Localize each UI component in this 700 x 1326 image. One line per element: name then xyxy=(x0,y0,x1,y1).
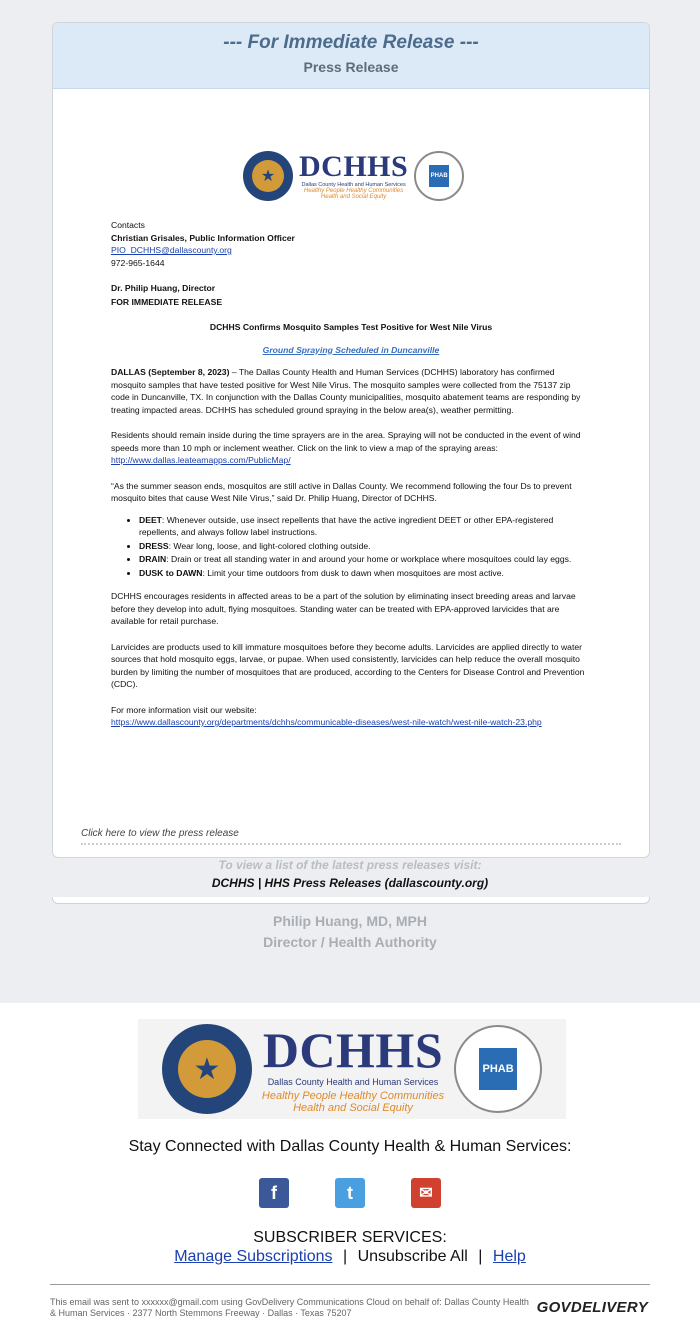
view-press-release-link[interactable]: Click here to view the press release xyxy=(81,828,239,839)
facebook-icon[interactable]: f xyxy=(259,1178,289,1208)
press-release-card xyxy=(52,22,650,858)
list-item: • DEET: Whenever outside, use insect repellents that have the active ingredient DEET or other EPA-registered repellents, and always follow label instructions. xyxy=(139,514,591,539)
release-headline: DCHHS Confirms Mosquito Samples Test Positive for West Nile Virus xyxy=(209,322,493,332)
twitter-icon[interactable]: t xyxy=(335,1178,365,1208)
immediate-release-title: --- For Immediate Release --- xyxy=(223,32,479,53)
social-links xyxy=(0,1178,700,1208)
logo-tagline-1: Healthy People Healthy Communities xyxy=(303,188,404,194)
email-icon[interactable]: ✉ xyxy=(411,1178,441,1208)
stay-connected-text: Stay Connected with Dallas County Health & Human Services: xyxy=(128,1138,572,1155)
dchhs-logo-small xyxy=(243,151,464,201)
paragraph-6: For more information visit our website: xyxy=(111,704,257,715)
unsubscribe-all-link[interactable]: Unsubscribe All xyxy=(357,1248,468,1265)
contact-name: Christian Grisales, Public Information Officer xyxy=(111,232,295,243)
latest-releases xyxy=(52,858,648,890)
director-name: Dr. Philip Huang, Director xyxy=(111,283,216,293)
dotted-divider xyxy=(81,843,621,845)
logo-wordmark-large: DCHHS xyxy=(262,1021,444,1078)
logo-wordmark: DCHHS xyxy=(299,150,409,183)
list-item: • DUSK to DAWN: Limit your time outdoors from dusk to dawn when mosquitoes are most active. xyxy=(139,567,591,580)
press-release-subtitle: Press Release xyxy=(303,59,399,75)
dateline: DALLAS (September 8, 2023) xyxy=(111,367,230,377)
govdelivery-logo[interactable]: GOVDELIVERY xyxy=(536,1299,648,1316)
signature-name: Philip Huang, MD, MPH xyxy=(273,913,427,929)
paragraph-2: Residents should remain inside during the time sprayers are in the area. Spraying will not be conducted in the event of wind speeds more than 10 mph or inclement weather. Click on the link to view a map of the spraying areas: http://www.dallas.leateamapps.com/PublicMap/ xyxy=(111,430,581,465)
release-subheadline: Ground Spraying Scheduled in Duncanville xyxy=(262,344,440,355)
card-bottom-bar xyxy=(52,897,650,904)
signature-title: Director / Health Authority xyxy=(263,934,437,950)
footer xyxy=(0,1003,700,1326)
latest-releases-prompt: To view a list of the latest press releases visit: xyxy=(218,858,482,872)
phab-seal-icon: PHAB xyxy=(454,1025,542,1113)
card-header xyxy=(53,23,649,89)
paragraph-4: DCHHS encourages residents in affected areas to be a part of the solution by eliminating insect breeding areas and larvae before they develop into adult, flying mosquitoes. Standing water can be treated with EPA-approved larvicides that are available for retail purchase. xyxy=(111,591,576,626)
dchhs-logo-large: ★ DCHHS Dallas County Health and Human Services Healthy People Healthy Communities Health and Social Equity PHAB xyxy=(138,1019,566,1119)
contacts-label: Contacts xyxy=(111,220,145,230)
logo-subtitle: Dallas County Health and Human Services xyxy=(301,182,406,188)
subscriber-services-label: SUBSCRIBER SERVICES: xyxy=(253,1229,447,1246)
logo-tagline-2: Health and Social Equity xyxy=(320,194,387,200)
footer-divider xyxy=(50,1284,650,1285)
latest-releases-link[interactable]: DCHHS | HHS Press Releases (dallascounty.org) xyxy=(211,876,489,890)
spray-map-link[interactable]: http://www.dallas.leateamapps.com/PublicMap/ xyxy=(111,455,291,465)
paragraph-3: “As the summer season ends, mosquitos are still active in Dallas County. We recommend following the four Ds to prevent mosquito bites that cause West Nile Virus,” said Dr. Philip Huang, Director of DCHHS. xyxy=(111,480,572,503)
signature xyxy=(0,911,700,953)
county-seal-icon: ★ xyxy=(162,1024,252,1114)
county-seal-icon: ★ xyxy=(243,151,293,201)
list-item: • DRAIN: Drain or treat all standing water in and around your home or workplace where mosquitoes could lay eggs. xyxy=(139,553,591,566)
contact-email-link[interactable]: PIO_DCHHS@dallascounty.org xyxy=(111,245,232,255)
list-item: • DRESS: Wear long, loose, and light-colored clothing outside. xyxy=(139,540,591,553)
phab-seal-icon: PHAB xyxy=(414,151,464,201)
four-ds-list xyxy=(111,514,591,580)
west-nile-watch-link[interactable]: https://www.dallascounty.org/departments/dchhs/communicable-diseases/west-nile-watch/west-nile-watch-23.php xyxy=(111,717,542,727)
immediate-release-label: FOR IMMEDIATE RELEASE xyxy=(111,296,223,307)
manage-subscriptions-link[interactable]: Manage Subscriptions xyxy=(174,1248,333,1265)
footer-fine-print: This email was sent to xxxxxx@gmail.com using GovDelivery Communications Cloud on behalf of: Dallas County Health & Human Services · 2377 North Stemmons Freeway · Dallas · Texas 75207 xyxy=(50,1297,529,1318)
contact-phone: 972-965-1644 xyxy=(111,257,165,268)
subscriber-services: SUBSCRIBER SERVICES: Manage Subscriptions | Unsubscribe All | Help xyxy=(0,1228,700,1266)
help-link[interactable]: Help xyxy=(492,1248,526,1265)
paragraph-5: Larvicides are products used to kill immature mosquitoes before they become adults. Larvicides are applied directly to water sources that hold mosquito eggs, larvae, or pupae. When used consistently, larvicides can help reduce the overall mosquito burden by limiting the number of mosquitoes that are produced, according to the Centers for Disease Control and Prevention (CDC). xyxy=(111,641,585,689)
paragraph-1: DALLAS (September 8, 2023) – The Dallas County Health and Human Services (DCHHS) laboratory has confirmed mosquito samples that have tested positive for West Nile Virus. The mosquito samples were collected from the 75137 zip code in Duncanville, TX. In conjunction with the Dallas County municipalities, mosquito abatement teams are responding by treating impacted areas. DCHHS has scheduled ground spraying in the below area(s), weather permitting. xyxy=(111,367,581,415)
